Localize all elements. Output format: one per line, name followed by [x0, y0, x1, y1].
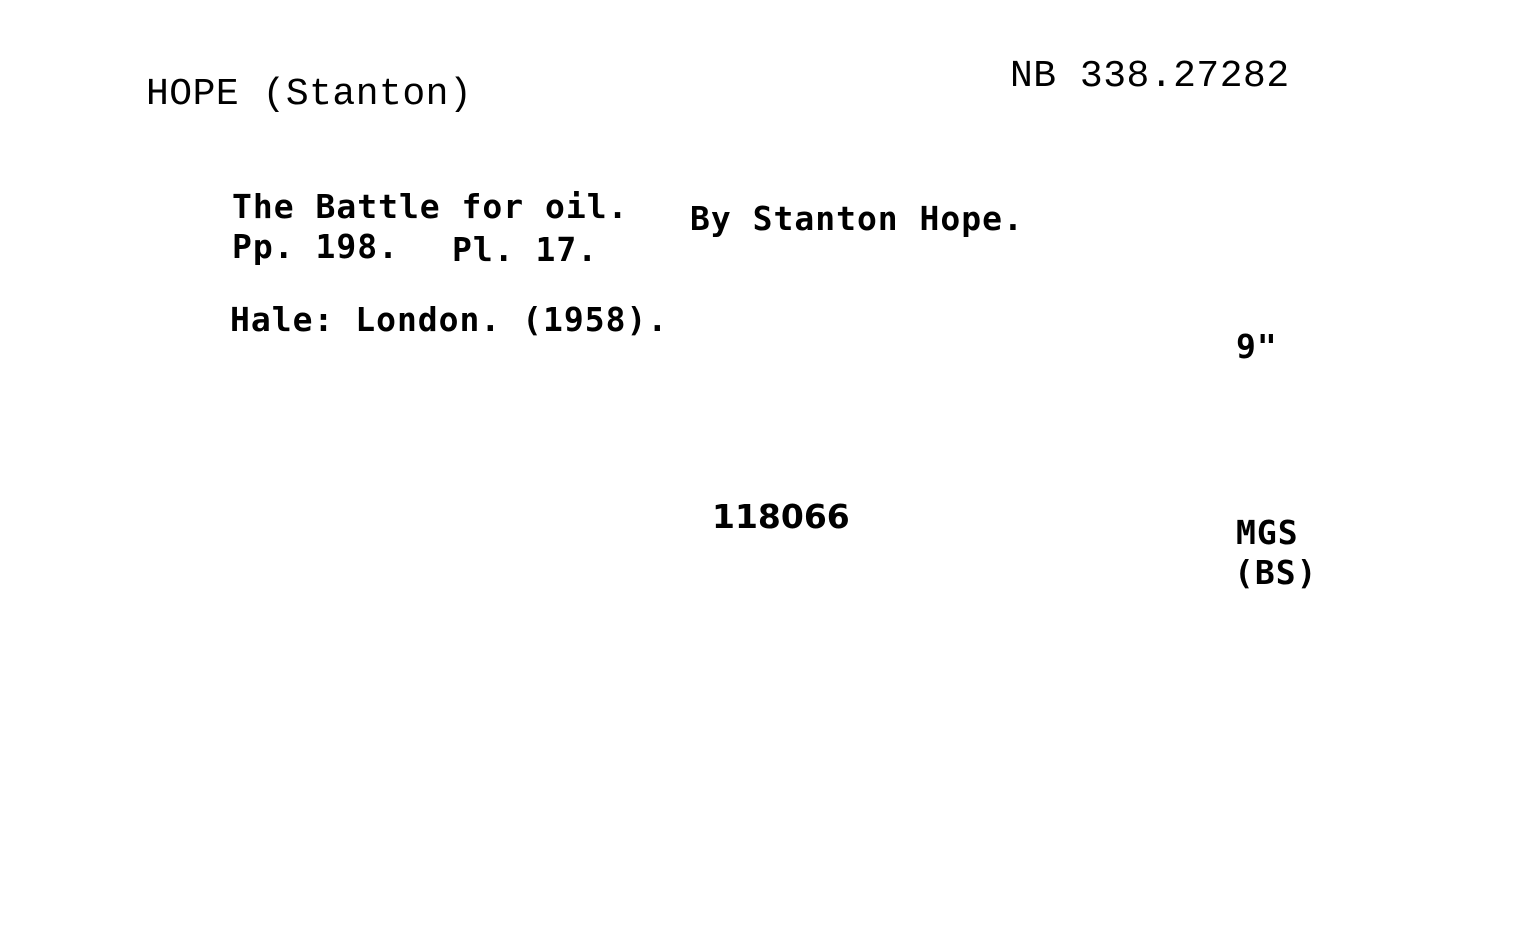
book-size: 9" [1236, 327, 1278, 366]
author-heading: HOPE (Stanton) [146, 73, 473, 116]
location-subcode: (BS) [1234, 553, 1318, 592]
page-count: Pp. 198. [232, 227, 399, 266]
accession-number: 118066 [712, 497, 850, 536]
plate-count: Pl. 17. [452, 230, 599, 269]
book-author: By Stanton Hope. [690, 199, 1024, 238]
book-title: The Battle for oil. [232, 187, 629, 226]
location-code: MGS [1236, 513, 1299, 552]
call-number: NB 338.27282 [1010, 55, 1290, 98]
publisher-imprint: Hale: London. (1958). [230, 300, 669, 339]
